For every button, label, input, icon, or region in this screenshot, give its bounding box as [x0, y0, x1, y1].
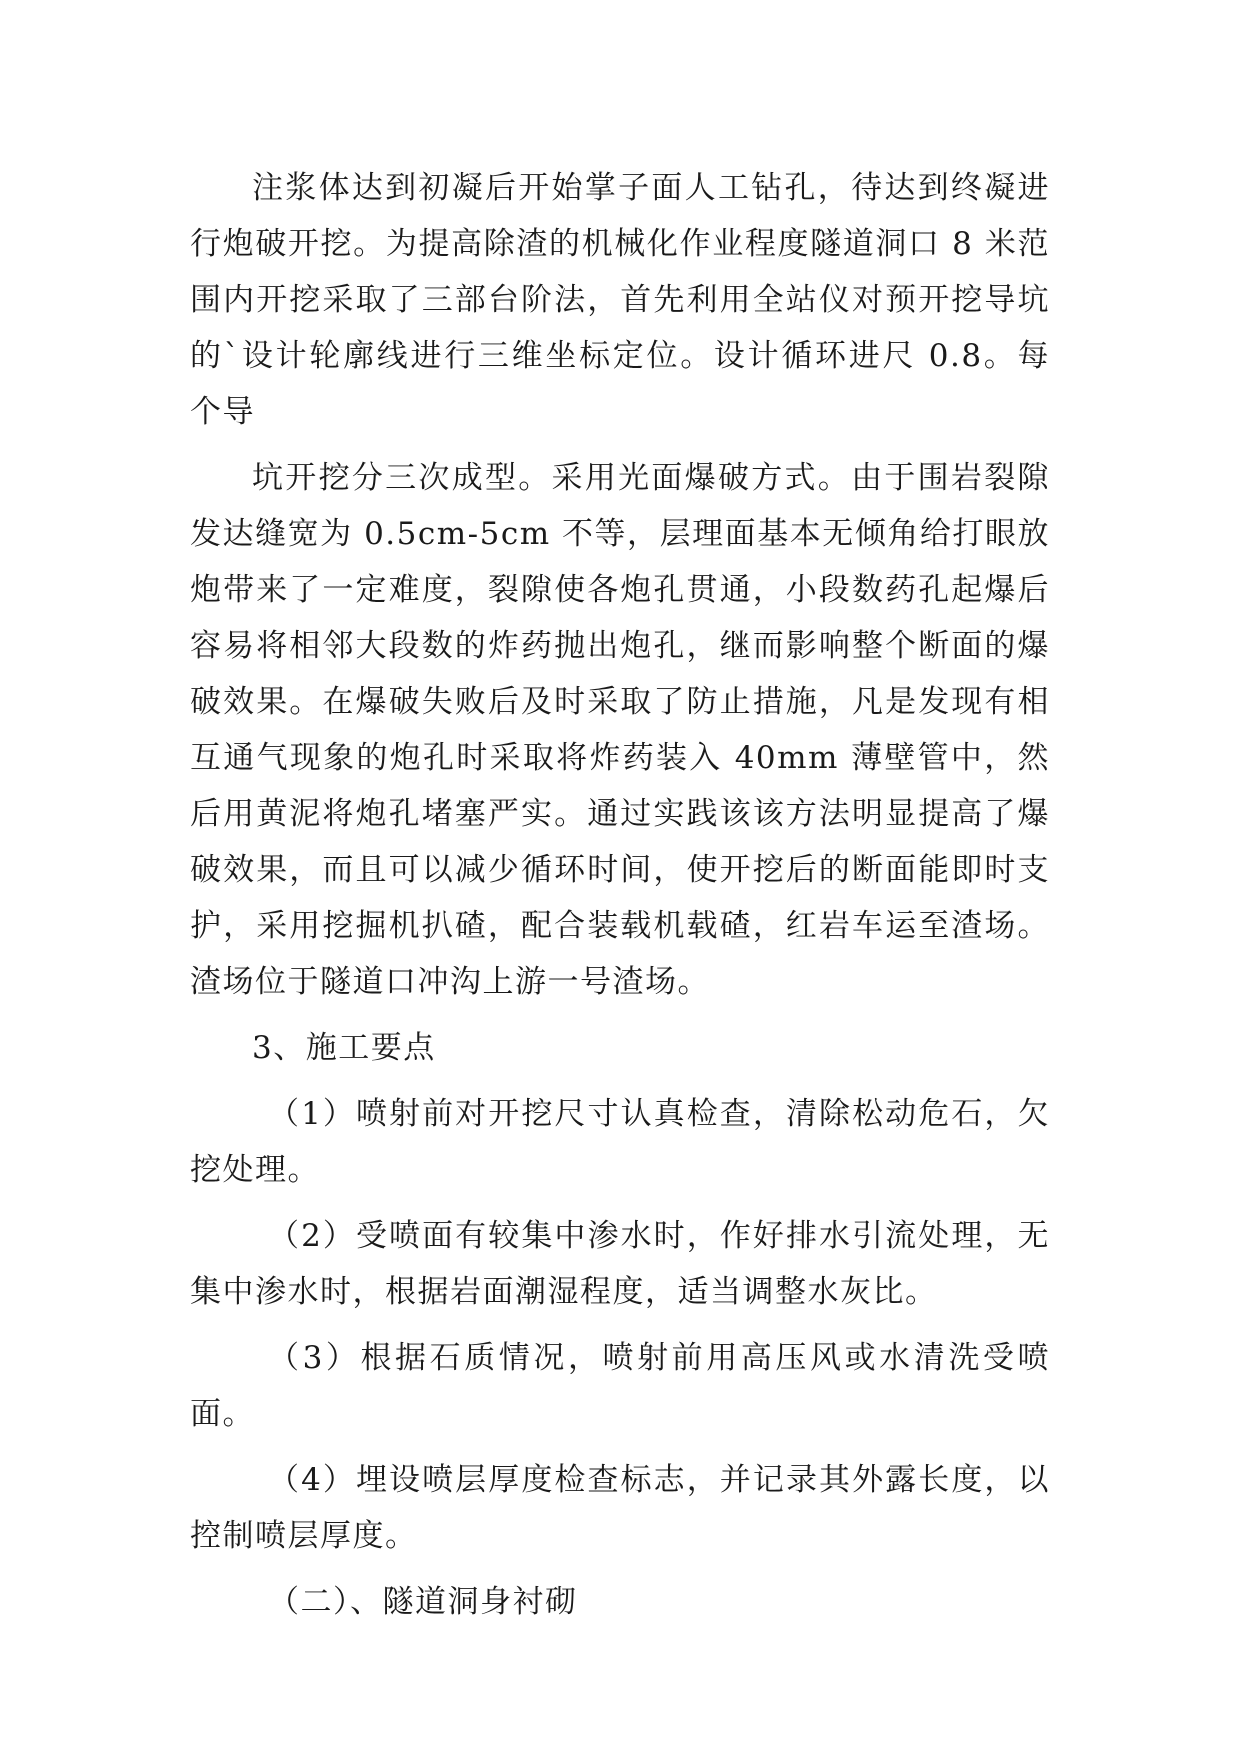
section-heading-tunnel-lining: （二）、隧道洞身衬砌 [268, 1584, 578, 1620]
document-body [190, 160, 1050, 1630]
list-item-point-3: （3）根据石质情况，喷射前用高压风或水清洗受喷面。 [190, 1340, 1050, 1432]
paragraph-blasting: 坑开挖分三次成型。采用光面爆破方式。由于围岩裂隙发达缝宽为 0.5cm-5cm 不等，层理面基本无倾角给打眼放炮带来了一定难度，裂隙使各炮孔贯通，小段数药孔起爆后容易将相邻大段数的炸药抛出炮孔，继而影响整个断面的爆破效果。在爆破失败后及时采取了防止措施，凡是发现有相互通气现象的炮孔时采取将炸药装入 40mm 薄壁管中，然后用黄泥将炮孔堵塞严实。通过实践该该方法明显提高了爆破效果，而且可以减少循环时间，使开挖后的断面能即时支护，采用挖掘机扒碴，配合装载机载碴，红岩车运至渣场。渣场位于隧道口冲沟上游一号渣场。 [190, 460, 1050, 1000]
paragraph-excavation: 注浆体达到初凝后开始掌子面人工钻孔，待达到终凝进行炮破开挖。为提高除渣的机械化作业程度隧道洞口 8 米范围内开挖采取了三部台阶法，首先利用全站仪对预开挖导坑的`设计轮廓线进行三维坐标定位。设计循环进尺 0.8。每个导 [190, 170, 1050, 430]
section-heading-construction-points: 3、施工要点 [252, 1030, 436, 1066]
list-item-point-2: （2）受喷面有较集中渗水时，作好排水引流处理，无集中渗水时，根据岩面潮湿程度，适当调整水灰比。 [190, 1218, 1050, 1310]
list-item-point-4: （4）埋设喷层厚度检查标志，并记录其外露长度，以控制喷层厚度。 [190, 1462, 1050, 1554]
list-item-point-1: （1）喷射前对开挖尺寸认真检查，清除松动危石，欠挖处理。 [190, 1096, 1050, 1188]
